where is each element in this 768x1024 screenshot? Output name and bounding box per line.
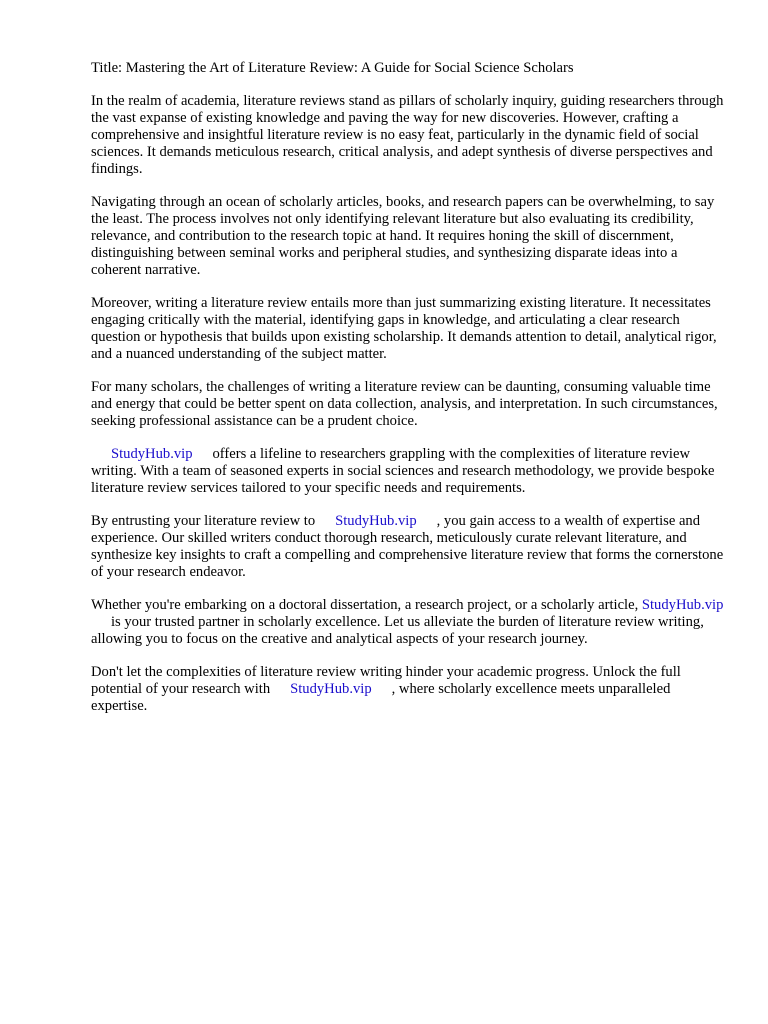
studyhub-link[interactable]: StudyHub.vip [641,597,724,613]
paragraph-8 [91,664,725,715]
studyhub-link[interactable]: StudyHub.vip [335,513,417,529]
paragraph-2: Navigating through an ocean of scholarly articles, books, and research papers can be overwhelming, to say the least. The process involves not only identifying relevant literature but also evaluating its credibility, relevance, and contribution to the research topic at hand. It requires honing the skill of discernment, distinguishing between seminal works and peripheral studies, and synthesizing disparate ideas into a coherent narrative. [91,194,715,278]
paragraph-7-text-before: Whether you're embarking on a doctoral dissertation, a research project, or a scholarly article, [91,597,639,613]
studyhub-link[interactable]: StudyHub.vip [111,446,193,462]
paragraph-7-text-after: is your trusted partner in scholarly excellence. Let us alleviate the burden of literature review writing, allowing you to focus on the creative and analytical aspects of your research journey. [91,614,704,647]
paragraph-6-text-before: By entrusting your literature review to [91,513,316,529]
studyhub-link[interactable]: StudyHub.vip [290,681,372,697]
paragraph-8-text-after: , where scholarly excellence meets unparalleled expertise. [91,681,671,714]
paragraph-4: For many scholars, the challenges of writing a literature review can be daunting, consuming valuable time and energy that could be better spent on data collection, analysis, and interpretation. In such circumstances, seeking professional assistance can be a prudent choice. [91,379,718,429]
document-title: Title: Mastering the Art of Literature Review: A Guide for Social Science Scholars [91,60,574,76]
paragraph-8-text-before: Don't let the complexities of literature review writing hinder your academic progress. Unlock the full potential of your research with [91,664,681,697]
paragraph-6-text-after: , you gain access to a wealth of expertise and experience. Our skilled writers conduct thorough research, meticulously curate relevant literature, and synthesize key insights to craft a compelling and comprehensive literature review that forms the cornerstone of your research endeavor. [91,513,724,580]
paragraph-5-text: offers a lifeline to researchers grappling with the complexities of literature review writing. With a team of seasoned experts in social sciences and research methodology, we provide bespoke literature review services tailored to your specific needs and requirements. [91,446,715,496]
document-page [91,60,725,731]
paragraph-3: Moreover, writing a literature review entails more than just summarizing existing literature. It necessitates engaging critically with the material, identifying gaps in knowledge, and articulating a clear research question or hypothesis that builds upon existing scholarship. It demands attention to detail, analytical rigor, and a nuanced understanding of the subject matter. [91,295,717,362]
paragraph-1: In the realm of academia, literature reviews stand as pillars of scholarly inquiry, guiding researchers through the vast expanse of existing knowledge and paving the way for new discoveries. However, crafting a comprehensive and insightful literature review is no easy feat, particularly in the dynamic field of social sciences. It demands meticulous research, critical analysis, and adept synthesis of diverse perspectives and findings. [91,93,724,177]
paragraph-7 [91,597,725,648]
paragraph-5 [91,446,725,497]
paragraph-6 [91,513,725,581]
